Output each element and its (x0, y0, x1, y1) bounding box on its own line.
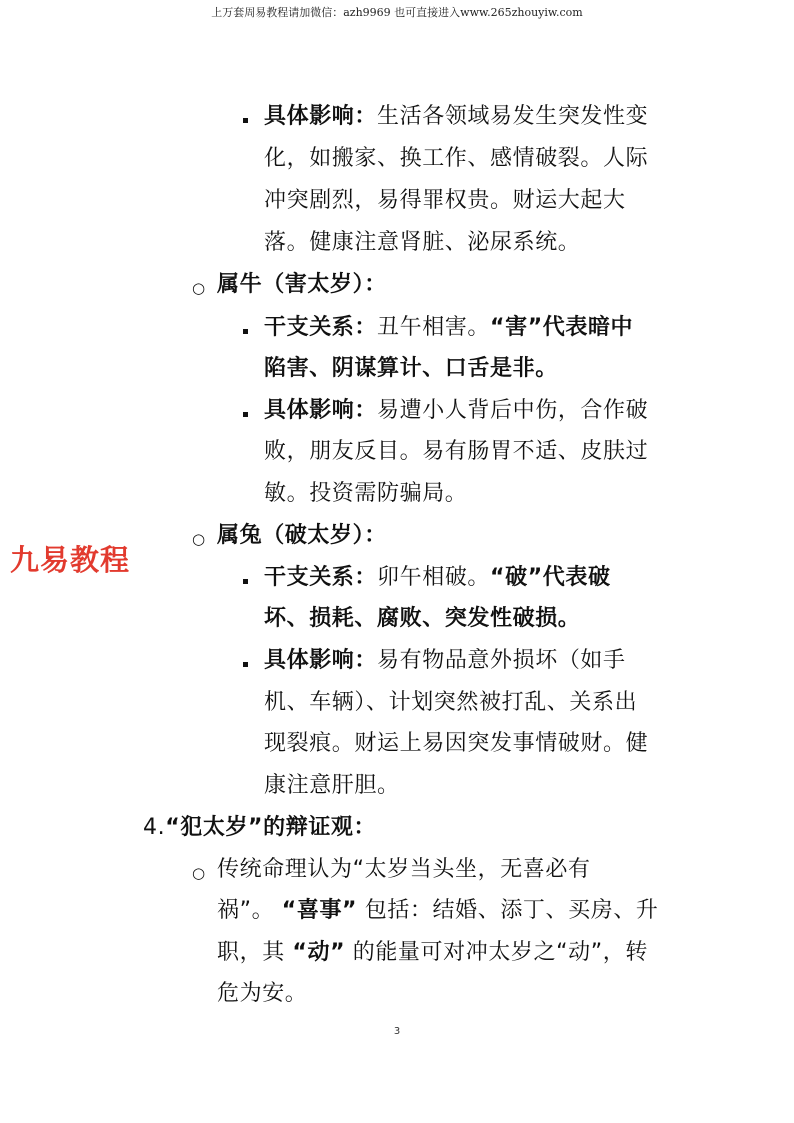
paragraph-emphasis: “动” (292, 940, 346, 965)
paragraph-line (217, 938, 648, 968)
impact-text: 生活各领域易发生突发性变 (377, 104, 649, 129)
impact-line: 康注意肝胆。 (264, 773, 400, 798)
impact-line (264, 396, 648, 426)
page-number: 3 (393, 1026, 401, 1037)
paragraph-line: 危为安。 (217, 981, 308, 1006)
paragraph-text: 包括：结婚、添丁、买房、升 (364, 898, 659, 923)
square-bullet-icon (243, 662, 248, 667)
impact-line: 化，如搬家、换工作、感情破裂。人际 (264, 146, 649, 171)
circle-bullet-icon: ○ (192, 279, 206, 297)
relation-emphasis-line: 陷害、阴谋算计、口舌是非。 (264, 356, 558, 381)
impact-line: 落。健康注意肾脏、泌尿系统。 (264, 230, 581, 255)
impact-line (264, 646, 626, 676)
relation-label: 干支关系： (264, 565, 378, 590)
watermark-logo: 九易教程 (10, 543, 131, 577)
zodiac-heading-ox: 属牛（害太岁）： (217, 272, 387, 297)
relation-text: 丑午相害。 (377, 315, 491, 340)
impact-line (264, 102, 648, 132)
paragraph-text: 职，其 (217, 940, 285, 965)
impact-line: 现裂痕。财运上易因突发事情破财。健 (264, 731, 649, 756)
square-bullet-icon (243, 579, 248, 584)
square-bullet-icon (243, 412, 248, 417)
relation-emphasis: “害”代表暗中 (490, 315, 634, 340)
circle-bullet-icon: ○ (192, 530, 206, 548)
circle-bullet-icon: ○ (192, 864, 206, 882)
impact-line: 敏。投资需防骗局。 (264, 481, 468, 506)
paragraph-line: 传统命理认为“太岁当头坐，无喜必有 (217, 857, 591, 882)
relation-text: 卯午相破。 (377, 565, 491, 590)
square-bullet-icon (243, 329, 248, 334)
relation-line (264, 563, 611, 593)
paragraph-text: 祸”。 (217, 898, 275, 923)
section-number: 4. (143, 815, 166, 840)
relation-emphasis: “破”代表破 (490, 565, 611, 590)
impact-line: 败，朋友反目。易有肠胃不适、皮肤过 (264, 439, 649, 464)
relation-emphasis-line: 坏、损耗、腐败、突发性破损。 (264, 606, 581, 631)
paragraph-emphasis: “喜事” (281, 898, 358, 923)
paragraph-text: 的能量可对冲太岁之“动”，转 (352, 940, 648, 965)
impact-text: 易遭小人背后中伤，合作破 (377, 398, 649, 423)
impact-label: 具体影响： (264, 398, 378, 423)
page-header: 上万套周易教程请加微信：azh9969 也可直接进入www.265zhouyiw.com (211, 6, 583, 19)
impact-label: 具体影响： (264, 104, 378, 129)
square-bullet-icon (243, 118, 248, 123)
zodiac-heading-rabbit: 属兔（破太岁）： (217, 523, 387, 548)
paragraph-line (217, 896, 659, 926)
relation-line (264, 313, 633, 343)
impact-line: 冲突剧烈，易得罪权贵。财运大起大 (264, 188, 626, 213)
section-title: “犯太岁”的辩证观： (165, 815, 377, 840)
impact-label: 具体影响： (264, 648, 378, 673)
impact-line: 机、车辆）、计划突然被打乱、关系出 (264, 690, 638, 715)
impact-text: 易有物品意外损坏（如手 (377, 648, 626, 673)
section-heading-4 (143, 813, 376, 843)
relation-label: 干支关系： (264, 315, 378, 340)
